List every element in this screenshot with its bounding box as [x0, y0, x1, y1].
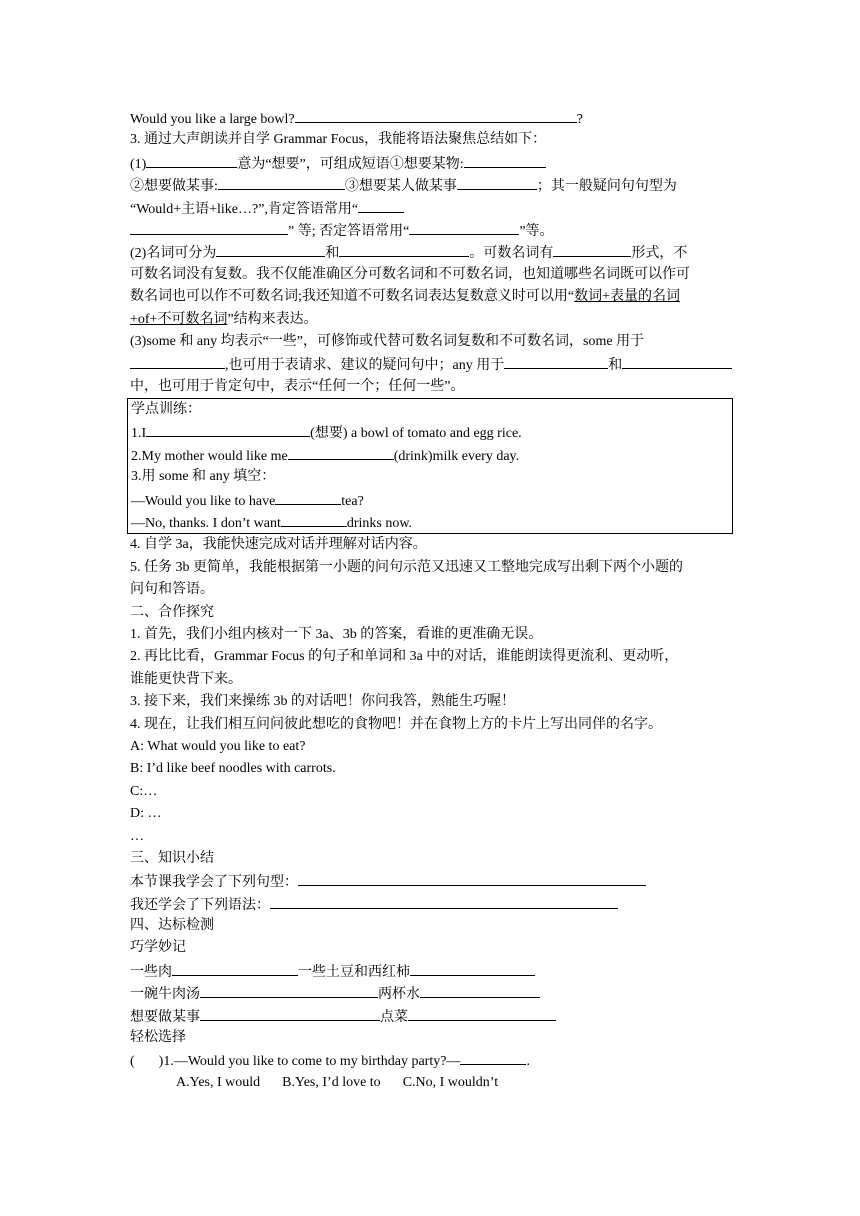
- text: 一些肉: [130, 964, 172, 980]
- text: D: …: [130, 806, 162, 822]
- text: (3)some 和 any 均表示“一些”，可修饰或代替可数名词复数和不可数名词，some 用于: [130, 333, 645, 349]
- text: 2.My mother would like me: [131, 448, 288, 464]
- answer-blank[interactable]: [275, 489, 341, 505]
- text: .: [526, 1054, 530, 1070]
- answer-blank[interactable]: [172, 960, 298, 976]
- dialogue-more: [130, 826, 730, 848]
- memo-3: [130, 1005, 730, 1027]
- answer-blank[interactable]: [457, 174, 537, 190]
- dialogue-c: [130, 781, 730, 803]
- answer-blank[interactable]: [420, 982, 540, 998]
- text: (想要) a bowl of tomato and egg rice.: [310, 426, 522, 442]
- text: 数名词也可以作不可数名词;我还知道不可数名词表达复数意义时可以用“: [130, 289, 575, 305]
- text: 问句和答语。: [130, 582, 214, 598]
- text: 中，也可用于肯定句中，表示“任何一个；任何一些”。: [130, 378, 465, 394]
- worksheet-page: [130, 107, 730, 1094]
- text: 学点训练：: [131, 402, 201, 418]
- exercise-1: [130, 1049, 730, 1071]
- answer-blank[interactable]: [130, 219, 288, 235]
- text: ,也可用于表请求、建议的疑问句中；any 用于: [225, 358, 505, 374]
- text: “Would+主语+like…?”,肯定答语常用“: [130, 201, 359, 217]
- summary-2: [130, 893, 730, 915]
- answer-blank[interactable]: [408, 1005, 556, 1021]
- coop-3: [130, 669, 730, 691]
- section-heading-3: [130, 848, 730, 870]
- coop-2: [130, 646, 730, 668]
- dialogue-b: [130, 758, 730, 780]
- text: 形式，不: [631, 246, 688, 262]
- text: C:…: [130, 783, 158, 799]
- box-q3: [131, 466, 732, 488]
- answer-blank[interactable]: [553, 241, 631, 257]
- answer-blank[interactable]: [218, 174, 345, 190]
- text: 四、达标检测: [130, 918, 214, 934]
- text: ?: [576, 112, 583, 127]
- text: )1.—Would you like to come to my birthday party?—: [158, 1054, 461, 1070]
- text: 和: [608, 358, 623, 374]
- dialogue-d: [130, 803, 730, 825]
- memo-2: [130, 982, 730, 1004]
- text: 谁能更快背下来。: [130, 671, 242, 687]
- text: 和: [325, 246, 340, 262]
- answer-blank[interactable]: [339, 241, 469, 257]
- underlined-text: 数词+表量的名词: [574, 289, 681, 305]
- text: ③想要某人做某事: [344, 179, 457, 195]
- text: 轻松选择: [130, 1030, 186, 1046]
- answer-blank[interactable]: [216, 241, 325, 257]
- coop-4: [130, 691, 730, 713]
- text: 一碗牛肉汤: [130, 987, 200, 1003]
- answer-blank[interactable]: [295, 107, 577, 123]
- line-9: [130, 286, 730, 308]
- text: —Would you like to have: [131, 493, 276, 509]
- section-heading-4: [130, 915, 730, 937]
- memo-1: [130, 960, 730, 982]
- practice-box: [127, 398, 733, 534]
- line-12: [130, 353, 730, 375]
- box-title: [131, 399, 732, 421]
- coop-1: [130, 624, 730, 646]
- exercise-1-options: [130, 1072, 730, 1094]
- text: 本节课我学会了下列句型：: [130, 875, 298, 891]
- text: 两杯水: [378, 987, 420, 1003]
- text: ”结构来表达。: [227, 311, 318, 327]
- text: 。可数名词有: [469, 246, 554, 262]
- text: 点菜: [380, 1009, 408, 1025]
- text: (2)名词可分为: [130, 246, 217, 262]
- line-4: [130, 174, 730, 196]
- answer-blank[interactable]: [409, 219, 519, 235]
- text: 5. 任务 3b 更简单，我能根据第一小题的问句示范又迅速又工整地完成写出剩下两个小题的: [130, 559, 683, 575]
- text: Would you like a large bowl?: [130, 112, 295, 127]
- line-13: [130, 376, 730, 398]
- answer-blank[interactable]: [200, 1005, 380, 1021]
- underlined-text: +of+不可数名词: [130, 311, 228, 327]
- text: 4. 自学 3a，我能快速完成对话并理解对话内容。: [130, 537, 427, 553]
- dialogue-a: [130, 736, 730, 758]
- option-c[interactable]: C.No, I wouldn’t: [402, 1074, 499, 1090]
- text: B: I’d like beef noodles with carrots.: [130, 761, 336, 777]
- answer-blank[interactable]: [200, 982, 378, 998]
- box-q4: [131, 489, 732, 511]
- text: ”等。: [519, 223, 554, 239]
- answer-blank[interactable]: [281, 511, 347, 527]
- box-q5: [131, 511, 732, 533]
- text: (: [130, 1054, 135, 1070]
- line-6: [130, 219, 730, 241]
- line-5: [130, 197, 730, 219]
- summary-1: [130, 870, 730, 892]
- line-16: [130, 579, 730, 601]
- text: 可数名词没有复数。我不仅能准确区分可数名词和不可数名词，也知道哪些名词既可以作可: [130, 266, 690, 282]
- line-14: [130, 534, 730, 556]
- answer-blank[interactable]: [288, 444, 394, 460]
- answer-blank[interactable]: [358, 197, 404, 213]
- text: 3.用 some 和 any 填空：: [131, 469, 276, 485]
- answer-blank[interactable]: [130, 353, 225, 369]
- answer-blank[interactable]: [146, 152, 237, 168]
- text: 二、合作探究: [130, 604, 214, 620]
- line-11: [130, 331, 730, 353]
- answer-blank[interactable]: [460, 1049, 526, 1065]
- answer-blank[interactable]: [298, 870, 646, 886]
- text: ；其一般疑问句句型为: [536, 179, 677, 195]
- coop-5: [130, 714, 730, 736]
- line-3: [130, 152, 730, 174]
- text: 3. 接下来，我们来操练 3b 的对话吧！你问我答，熟能生巧喔！: [130, 694, 515, 710]
- memo-title: [130, 937, 730, 959]
- text: …: [130, 828, 144, 844]
- text: (drink)milk every day.: [393, 448, 520, 464]
- text: 3. 通过大声朗读并自学 Grammar Focus，我能将语法聚焦总结如下：: [130, 132, 547, 148]
- text: drinks now.: [346, 516, 413, 532]
- text: A: What would you like to eat?: [130, 738, 306, 754]
- line-8: [130, 264, 730, 286]
- line-7: [130, 241, 730, 263]
- exercise-title: [130, 1027, 730, 1049]
- line-1: [130, 107, 730, 129]
- text: ” 等; 否定答语常用“: [288, 223, 410, 239]
- text: ②想要做某事:: [130, 179, 218, 195]
- text: 我还学会了下列语法：: [130, 897, 270, 913]
- text: tea?: [341, 493, 364, 509]
- text: 一些土豆和西红柿: [298, 964, 410, 980]
- answer-blank[interactable]: [270, 893, 618, 909]
- text: 1. 首先，我们小组内核对一下 3a、3b 的答案，看谁的更准确无误。: [130, 626, 543, 642]
- box-q1: [131, 421, 732, 443]
- text: 1.I: [131, 426, 147, 442]
- text: (1): [130, 156, 147, 172]
- option-b[interactable]: B.Yes, I’d love to: [282, 1074, 381, 1090]
- line-10: [130, 309, 730, 331]
- box-q2: [131, 444, 732, 466]
- text: 想要做某事: [130, 1009, 200, 1025]
- text: 2. 再比比看，Grammar Focus 的句子和单词和 3a 中的对话，谁能朗读得更流利、更动听，: [130, 649, 679, 665]
- line-15: [130, 557, 730, 579]
- answer-blank[interactable]: [464, 152, 546, 168]
- text: 4. 现在，让我们相互问问彼此想吃的食物吧！并在食物上方的卡片上写出同伴的名字。: [130, 716, 662, 732]
- text: 三、知识小结: [130, 850, 214, 866]
- text: 巧学妙记: [130, 940, 186, 956]
- answer-blank[interactable]: [622, 353, 732, 369]
- answer-blank[interactable]: [146, 421, 310, 437]
- line-2: [130, 129, 730, 151]
- text: 意为“想要”，可组成短语①想要某物:: [237, 156, 464, 172]
- option-a[interactable]: A.Yes, I would: [176, 1074, 261, 1090]
- section-heading-2: [130, 602, 730, 624]
- answer-blank[interactable]: [504, 353, 608, 369]
- text: —No, thanks. I don’t want: [131, 516, 281, 532]
- answer-blank[interactable]: [410, 960, 535, 976]
